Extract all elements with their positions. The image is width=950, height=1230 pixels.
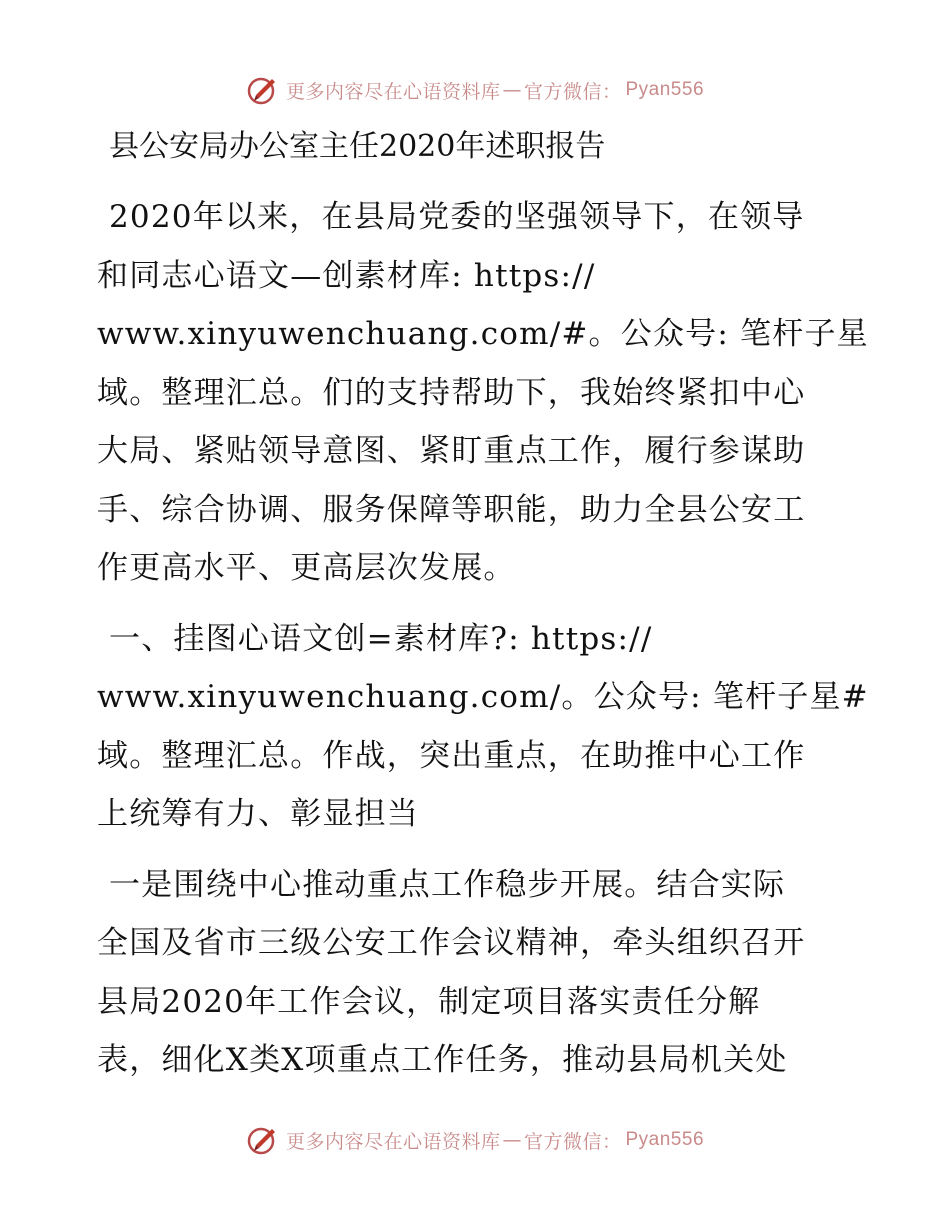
paragraph-line: 上统筹有力、彰显担当 <box>97 796 419 832</box>
paragraph-intro <box>97 188 869 598</box>
paragraph-line: 县局2020年工作会议，制定项目落实责任分解 <box>97 983 761 1020</box>
paragraph-line: 一、挂图心语文创=素材库?: https:// <box>109 620 653 657</box>
paragraph-line: 大局、紧贴领导意图、紧盯重点工作，履行参谋助 <box>97 433 806 469</box>
document-body <box>97 118 869 1090</box>
watermark-wechat-label: 官方微信： <box>523 1130 622 1153</box>
watermark-separator: — <box>502 79 522 101</box>
paragraph-line: 2020年以来，在县局党委的坚强领导下，在领导 <box>109 199 805 235</box>
watermark-wechat-id: Pyan556 <box>625 1129 705 1150</box>
paragraph-line: 域。整理汇总。们的支持帮助下，我始终紧扣中心 <box>97 374 806 411</box>
paragraph-line: 一是围绕中心推动重点工作稳步开展。结合实际 <box>109 866 786 903</box>
footer-watermark <box>0 1120 950 1160</box>
watermark-wechat-label: 官方微信： <box>523 80 622 103</box>
pen-logo-icon <box>246 73 280 107</box>
paragraph-line: 和同志心语文—创素材库: https:// <box>97 257 596 294</box>
watermark-text: 更多内容尽在心语资料库 <box>285 1130 501 1153</box>
document-title: 县公安局办公室主任2020年述职报告 <box>109 129 606 164</box>
paragraph-line: 作更高水平、更高层次发展。 <box>97 550 516 586</box>
paragraph-section-one <box>97 610 869 844</box>
paragraph-point-one <box>97 856 857 1090</box>
watermark-separator: — <box>502 1129 522 1151</box>
watermark-wechat-id: Pyan556 <box>625 79 705 100</box>
paragraph-line: 全国及省市三级公安工作会议精神，牵头组织召开 <box>97 925 806 961</box>
paragraph-line: www.xinyuwenchuang.com/#。公众号: 笔杆子星 <box>97 316 869 352</box>
paragraph-line: www.xinyuwenchuang.com/。公众号: 笔杆子星# <box>97 679 869 715</box>
paragraph-line: 手、综合协调、服务保障等职能，助力全县公安工 <box>97 491 806 528</box>
watermark-text: 更多内容尽在心语资料库 <box>285 80 501 103</box>
paragraph-line: 表，细化X类X项重点工作任务，推动县局机关处 <box>97 1042 788 1078</box>
header-watermark <box>0 70 950 110</box>
paragraph-line: 域。整理汇总。作战，突出重点，在助推中心工作 <box>97 737 806 774</box>
pen-logo-icon <box>246 1123 280 1157</box>
